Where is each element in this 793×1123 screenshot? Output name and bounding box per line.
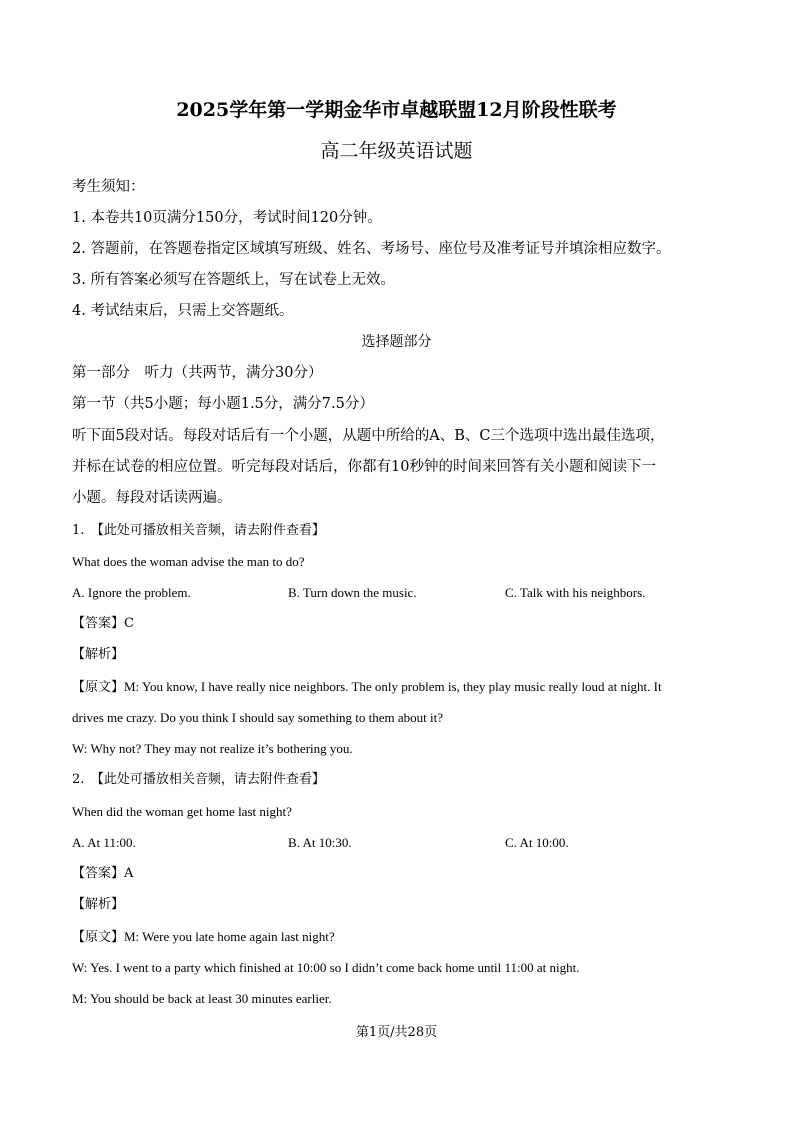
question-2-option-b: B. At 10:30. [288,835,352,850]
question-2-transcript-line-3: M: You should be back at least 30 minutes earlier. [72,991,332,1006]
notice-item-2: 2. 答题前，在答题卷指定区域填写班级、姓名、考场号、座位号及准考证号并填涂相应数字。 [72,241,671,257]
instructions-line-3: 小题。每段对话读两遍。 [72,490,232,506]
exam-subtitle: 高二年级英语试题 [320,140,473,162]
question-1-option-c: C. Talk with his neighbors. [505,585,646,600]
question-1-option-a: A. Ignore the problem. [72,585,191,600]
question-1-analysis: 【解析】 [72,647,125,662]
question-1-option-b: B. Turn down the music. [288,585,417,600]
page-footer: 第1页/共28页 [355,1025,438,1040]
instructions-line-1: 听下面5段对话。每段对话后有一个小题，从题中所给的A、B、C三个选项中选出最佳选项， [72,428,665,444]
question-2-stem: When did the woman get home last night? [72,804,292,819]
part-heading: 第一部分 听力（共两节，满分30分） [72,365,323,381]
section-name: 选择题部分 [361,334,432,350]
question-1-stem: What does the woman advise the man to do? [72,554,305,569]
subsection-heading: 第一节（共5小题；每小题1.5分，满分7.5分） [72,396,374,412]
question-1-audio-note: 1. 【此处可播放相关音频，请去附件查看】 [72,523,325,538]
question-1-transcript-line-2: drives me crazy. Do you think I should say something to them about it? [72,710,444,725]
question-1-transcript-line-1: 【原文】M: You know, I have really nice neighbors. The only problem is, they play music really loud at night. It [72,679,662,694]
notice-item-1: 1. 本卷共10页满分150分，考试时间120分钟。 [72,210,382,226]
question-2-option-a: A. At 11:00. [72,835,136,850]
question-1-answer: 【答案】C [72,616,134,631]
instructions-line-2: 并标在试卷的相应位置。听完每段对话后，你都有10秒钟的时间来回答有关小题和阅读下一 [72,459,656,475]
notice-heading: 考生须知： [72,179,145,195]
question-2-transcript-line-1: 【原文】M: Were you late home again last night? [72,929,335,944]
question-2-option-c: C. At 10:00. [505,835,569,850]
question-2-audio-note: 2. 【此处可播放相关音频，请去附件查看】 [72,772,325,787]
exam-title: 2025学年第一学期金华市卓越联盟12月阶段性联考 [176,99,617,121]
notice-item-3: 3. 所有答案必须写在答题纸上，写在试卷上无效。 [72,272,395,288]
question-1-transcript-line-3: W: Why not? They may not realize it’s bothering you. [72,741,353,756]
notice-item-4: 4. 考试结束后，只需上交答题纸。 [72,303,294,319]
question-2-analysis: 【解析】 [72,897,125,912]
question-2-transcript-line-2: W: Yes. I went to a party which finished at 10:00 so I didn’t come back home until 11:00 at night. [72,960,580,975]
question-2-answer: 【答案】A [72,866,134,881]
